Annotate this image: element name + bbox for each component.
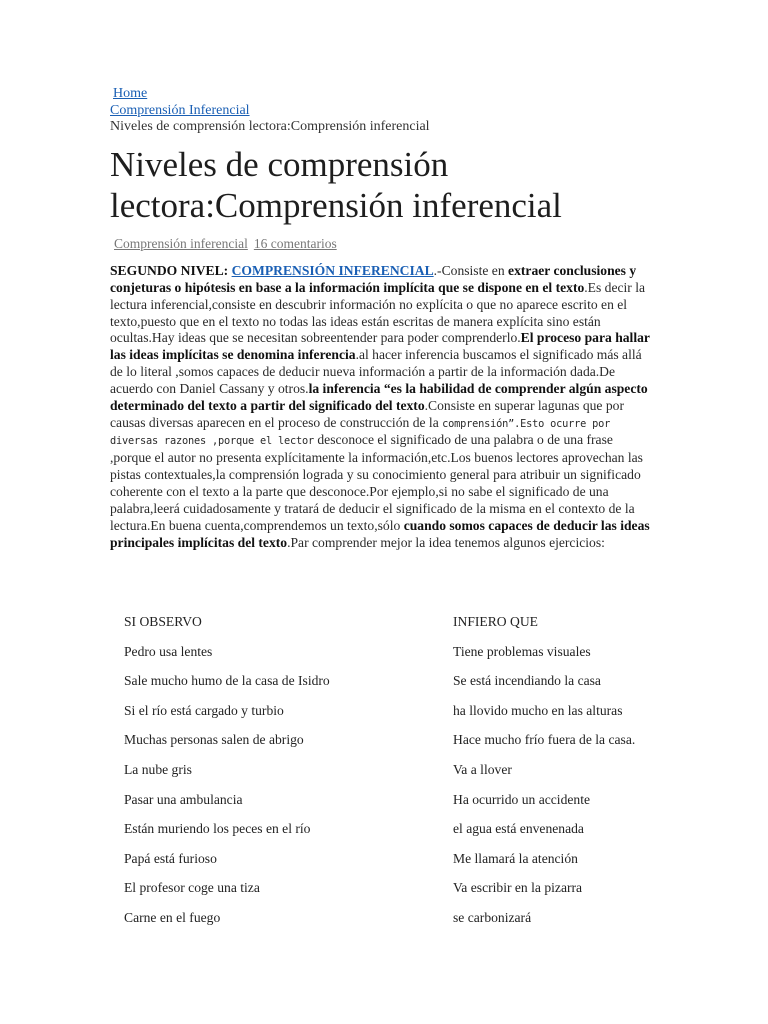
observation-cell: Papá está furioso [124,850,217,866]
article-bold-text: extraer conclusiones y conjeturas o hipótesis en base a la información implícita que se dispone en el texto [110,263,637,295]
table-row [124,851,684,881]
inference-cell: el agua está envenenada [453,821,584,837]
observation-cell: Sale mucho humo de la casa de Isidro [124,673,330,689]
table-row [124,644,684,674]
inference-cell: se carbonizará [453,909,532,925]
inference-cell: Ha ocurrido un accidente [453,791,591,807]
table-row [124,821,684,851]
table-row [124,732,684,762]
article-bold-text: cuando somos capaces de deducir las ideas principales implícitas del texto [110,517,650,550]
comments-link[interactable]: 16 comentarios [253,236,337,251]
level-label: SEGUNDO NIVEL: [110,263,232,278]
article-bold-text: El proceso para hallar las ideas implícitas se denomina inferencia [110,330,650,363]
observation-cell: Pasar una ambulancia [124,791,243,807]
inference-cell: Hace mucho frío fuera de la casa. [453,732,636,748]
table-row [124,910,684,940]
post-meta [114,236,337,252]
inference-cell: Va escribir en la pizarra [453,880,583,896]
table-row [124,673,684,703]
inference-cell: Tiene problemas visuales [453,643,591,659]
inference-cell: Me llamará la atención [453,850,578,866]
inference-cell: Se está incendiando la casa [453,673,601,689]
article-mono-text: comprensión”.Esto ocurre por diversas razones ,porque el lector [110,417,611,448]
article-text: .Consiste en superar lagunas que por causas diversas aparecen en el proceso de construcción de la [110,397,624,430]
examples-table [124,614,684,940]
examples-header-observe: SI OBSERVO [124,614,202,629]
observation-cell: Pedro usa lentes [124,643,213,659]
article-text: .Es decir la lectura inferencial,consiste en descubrir información no explícita o que no aparece escrito en el texto,puesto que en el texto no todas las ideas están escritas de manera explícita sino están ocultas.Hay ideas que se necesitan sobreentender para poder comprenderlo. [110,279,646,346]
breadcrumb [110,86,670,136]
table-row [124,792,684,822]
examples-header-row [124,614,684,644]
inference-cell: ha llovido mucho en las alturas [453,702,623,718]
article-text: .-Consiste en [433,263,509,278]
table-row [124,703,684,733]
post-category-link[interactable]: Comprensión inferencial [114,236,248,251]
article-text: desconoce el significado de una palabra o de una frase ,porque el autor no presenta explícitamente la información,etc.Los buenos lectores aprovechan las pistas contextuales,la comprensión lograda y su conocimiento general para atribuir un significado coherente con el texto a la parte que desconoce.Por ejemplo,si no sabe el significado de una palabra,leerá cuidadosamente y tratará de deducir el significado de la misma en el contexto de la lectura.En buena cuenta,comprendemos un texto,sólo [110,432,643,533]
article-bold-text: la inferencia “es la habilidad de comprender algún aspecto determinado del texto a partir del significado del texto [110,380,648,413]
observation-cell: Si el río está cargado y turbio [124,702,284,718]
breadcrumb-current: Niveles de comprensión lectora:Comprensión inferencial [110,119,430,134]
table-row [124,880,684,910]
breadcrumb-category-link[interactable]: Comprensión Inferencial [110,102,250,118]
inferential-comprehension-link[interactable]: COMPRENSIÓN INFERENCIAL [231,263,434,278]
observation-cell: El profesor coge una tiza [124,880,260,896]
observation-cell: Están muriendo los peces en el río [124,821,311,837]
examples-header-infer: INFIERO QUE [453,614,538,629]
article-text: .al hacer inferencia buscamos el significado más allá de lo literal ,somos capaces de deducir nueva información a partir de la información dada.De acuerdo con Daniel Cassany y otros. [110,347,642,396]
table-row [124,762,684,792]
observation-cell: La nube gris [124,761,192,777]
breadcrumb-home-link[interactable]: Home [113,86,148,101]
observation-cell: Carne en el fuego [124,909,221,925]
inference-cell: Va a llover [453,761,512,777]
observation-cell: Muchas personas salen de abrigo [124,732,304,748]
page-title: Niveles de comprensión lectora:Comprensión inferencial [110,145,562,225]
article-text: .Par comprender mejor la idea tenemos algunos ejercicios: [287,534,605,550]
article-body [110,263,655,551]
